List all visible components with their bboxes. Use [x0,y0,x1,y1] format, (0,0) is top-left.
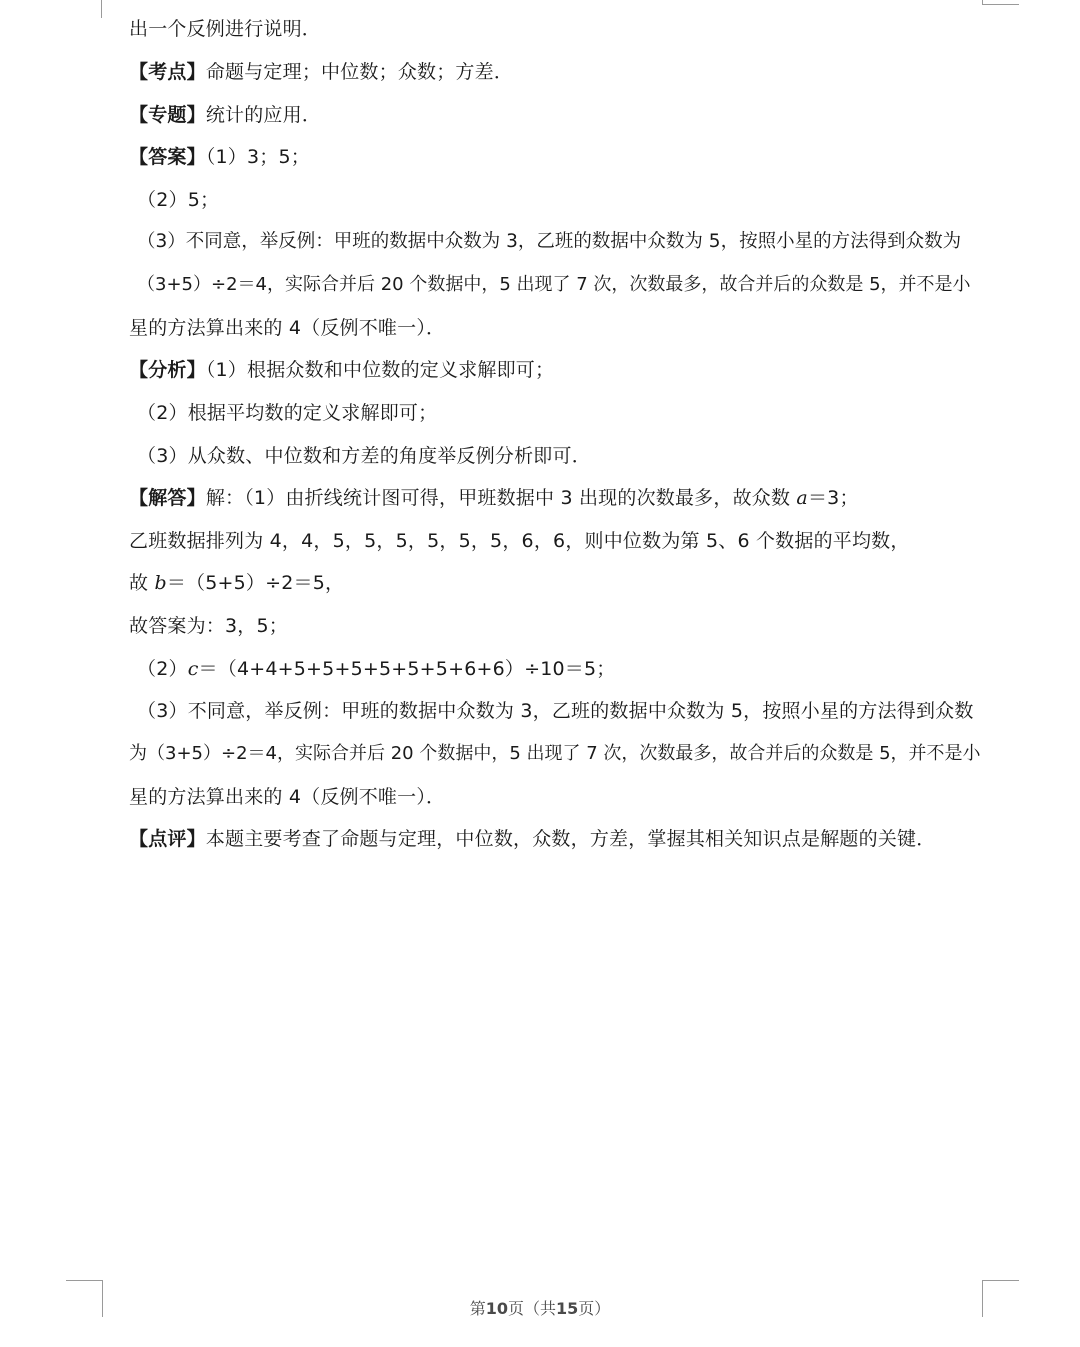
zhuanti-tag: 【专题】 [129,104,206,126]
footer-suffix: 页） [578,1299,611,1318]
jieda-text-1-end: ＝3； [807,487,859,509]
fenxi-tag: 【分析】 [129,359,206,381]
dianping-line [129,826,984,852]
jieda-tag: 【解答】 [129,487,206,509]
kaodian-text: 命题与定理；中位数；众数；方差． [205,61,514,83]
corner-mark-top-left [101,0,102,18]
text-line [137,272,984,298]
jieda-text-4: 故答案为：3，5； [129,615,288,637]
jieda-text-3: 故 [129,572,155,594]
variable-a: a [796,487,808,509]
footer-middle: 页（共 [507,1299,556,1318]
text-line [129,784,984,810]
zhuanti-line [129,102,984,128]
fenxi-text-2: （2）根据平均数的定义求解即可； [137,402,438,424]
page-total: 15 [556,1299,579,1318]
jieda-text-6b: 为（3+5）÷2＝4，实际合并后 20 个数据中，5 出现了 7 次，次数最多，故合并后的众数是 5，并不是小 [129,743,981,764]
page-number: 10 [485,1299,508,1318]
dianping-text: 本题主要考查了命题与定理，中位数，众数，方差，掌握其相关知识点是解题的关键． [205,828,936,850]
zhuanti-text: 统计的应用． [205,104,322,126]
text-line [129,741,984,767]
jieda-text-6a: （3）不同意，举反例：甲班的数据中众数为 3，乙班的数据中众数为 5，按照小星的方法得到众数 [137,700,974,722]
kaodian-line [129,59,984,85]
daan-text-3b: （3+5）÷2＝4，实际合并后 20 个数据中，5 出现了 7 次，次数最多，故合并后的众数是 5，并不是小 [137,274,971,295]
text-line [137,400,984,426]
jieda-line [129,485,984,511]
jieda-text-3-end: ＝（5+5）÷2＝5， [166,572,345,594]
fenxi-text-1: （1）根据众数和中位数的定义求解即可； [205,359,555,381]
daan-tag: 【答案】 [129,146,206,168]
jieda-text-6c: 星的方法算出来的 4（反例不唯一）． [129,786,446,808]
daan-text-3c: 星的方法算出来的 4（反例不唯一）． [129,317,446,339]
dianping-tag: 【点评】 [129,828,206,850]
text-line [129,570,984,596]
text-line [137,443,984,469]
page-footer [0,1296,1080,1319]
daan-line [129,144,984,170]
fenxi-line [129,357,984,383]
text-line [137,698,984,724]
jieda-text-2: 乙班数据排列为 4，4，5，5，5，5，5，5，6，6，则中位数为第 5、6 个数据的平均数， [129,530,910,552]
kaodian-tag: 【考点】 [129,61,206,83]
text-line [129,613,984,639]
footer-prefix: 第 [469,1299,486,1318]
text-line [137,656,984,682]
intro-text: 出一个反例进行说明． [129,18,322,40]
jieda-text-5-end: ＝（4+4+5+5+5+5+5+5+6+6）÷10＝5； [198,658,616,680]
daan-text-3a: （3）不同意，举反例：甲班的数据中众数为 3，乙班的数据中众数为 5，按照小星的方法得到众数为 [137,231,962,252]
variable-b: b [154,572,167,594]
text-line [129,315,984,341]
daan-text-1: （1）3；5； [205,146,310,168]
jieda-text-1: 解：（1）由折线统计图可得，甲班数据中 3 出现的次数最多，故众数 [205,487,797,509]
daan-text-2: （2）5； [137,189,220,211]
text-line [129,528,984,554]
fenxi-text-3: （3）从众数、中位数和方差的角度举反例分析即可． [137,445,591,467]
variable-c: c [187,658,199,680]
jieda-text-5: （2） [137,658,188,680]
text-line [129,16,984,42]
corner-mark-top-right [982,0,1019,5]
text-line [137,229,984,255]
text-line [137,187,984,213]
